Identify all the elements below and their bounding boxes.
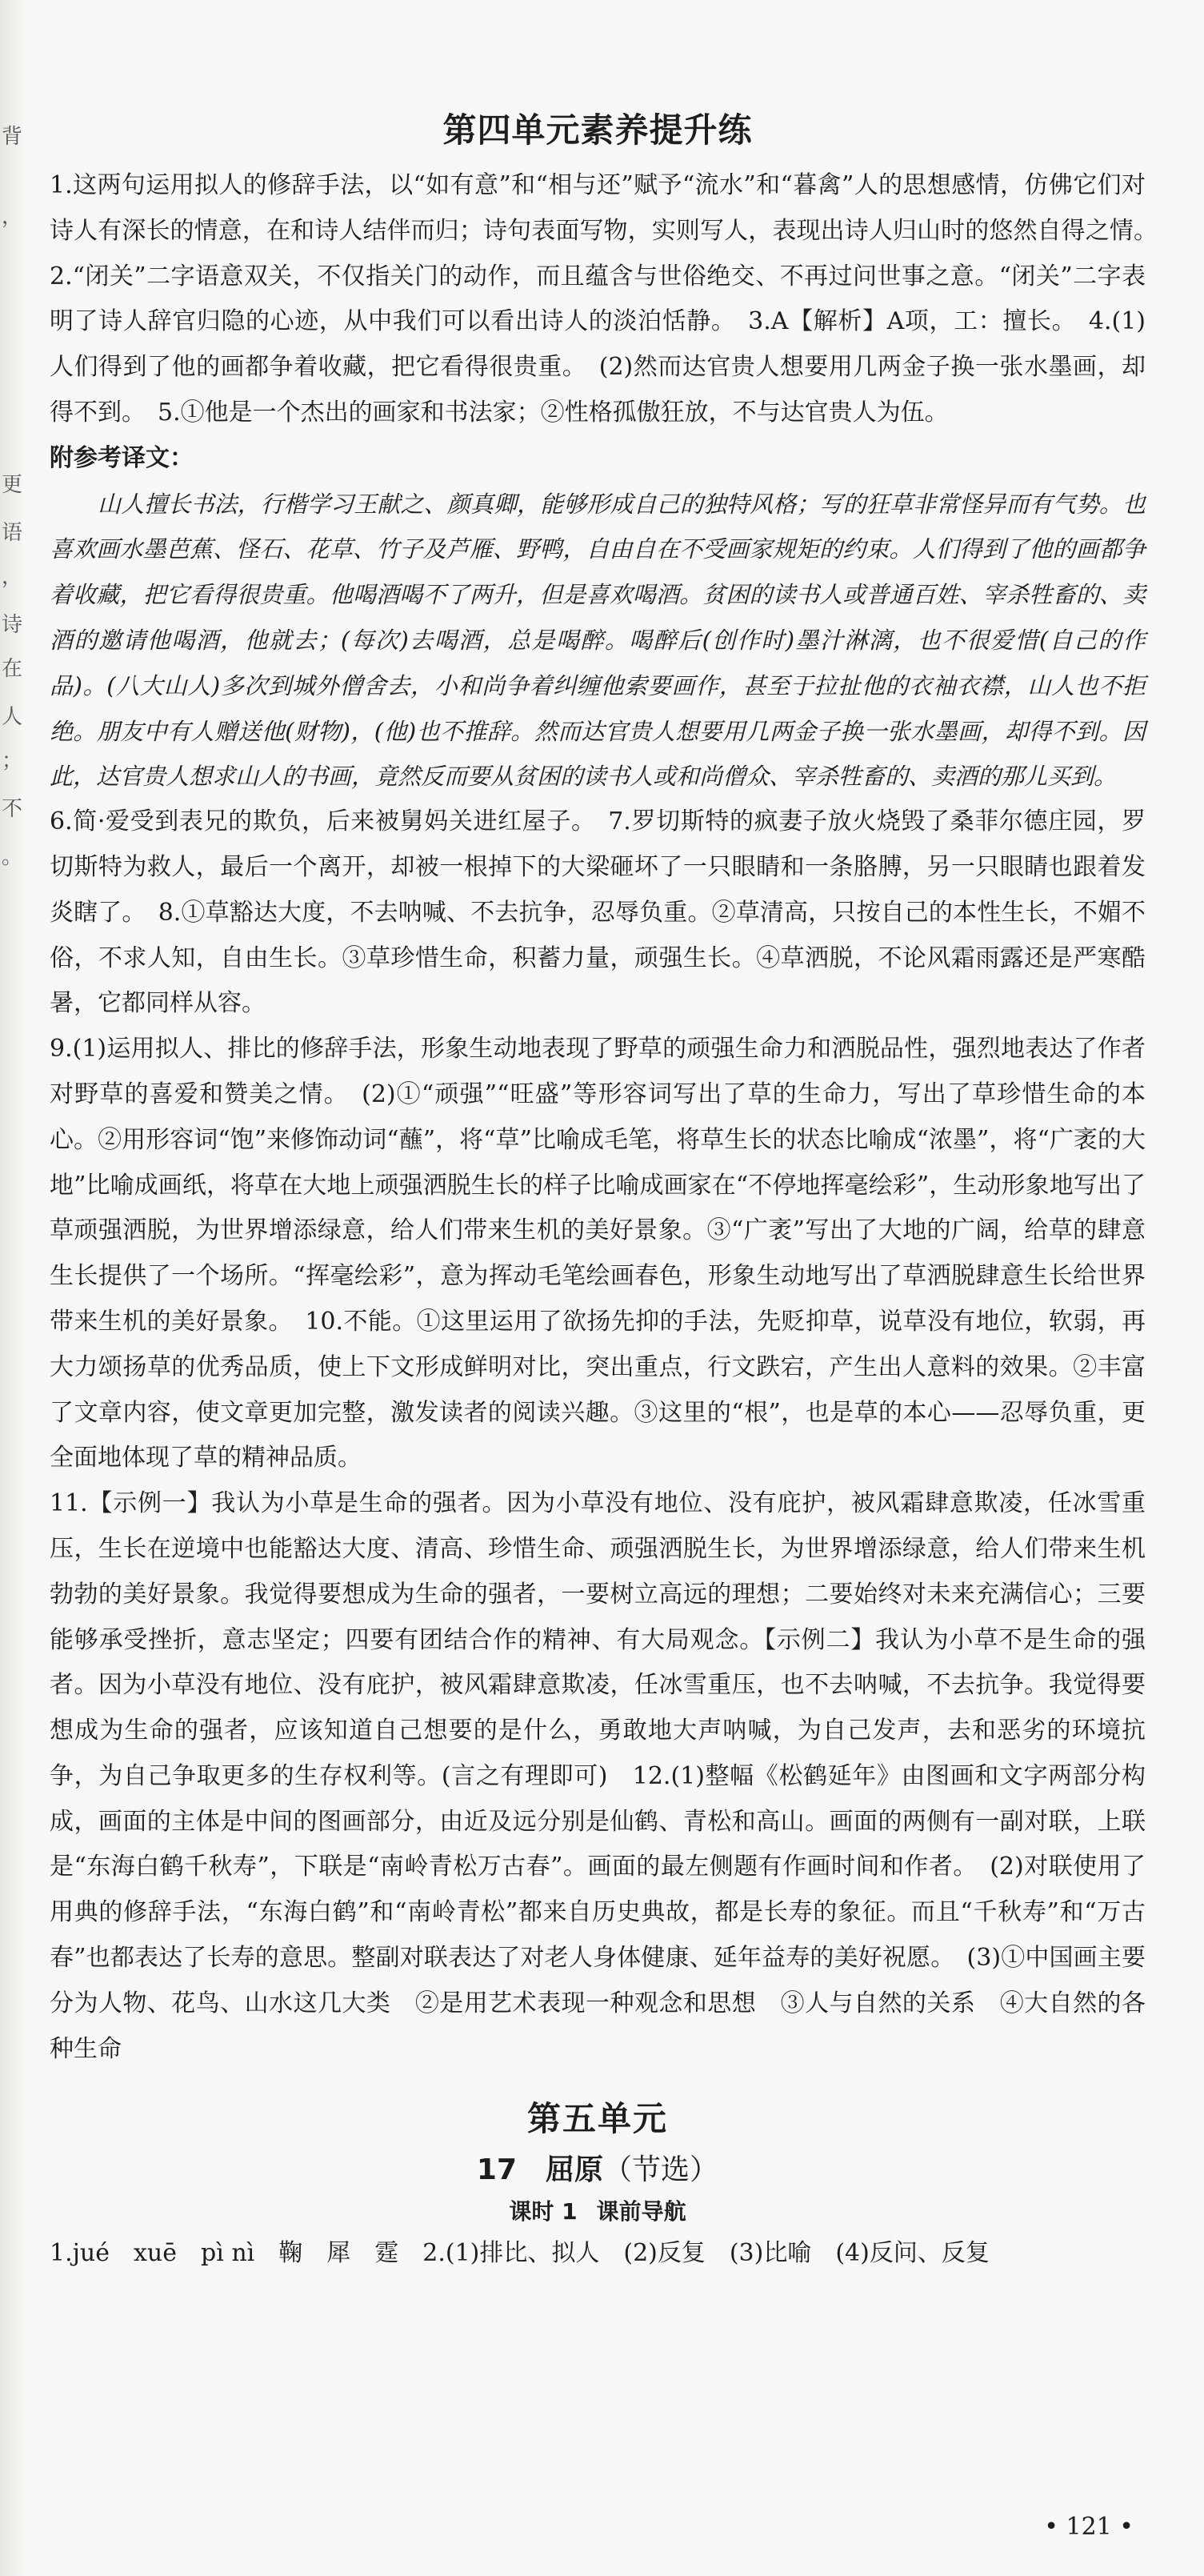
edge-glyph: 语 [2,521,23,545]
unit5-answers: 1.jué xuē pì nì 鞠 犀 霆 2.(1)排比、拟人 (2)反复 (3)比喻 (4)反问、反复 [50,2239,990,2268]
lesson-title [50,2147,1146,2188]
session-label: 课时 1 [509,2198,578,2225]
answers-9-10: 9.(1)运用拟人、排比的修辞手法，形象生动地表现了野草的顽强生命力和洒脱品性，强烈地表达了作者对野草的喜爱和赞美之情。 (2)①“顽强”“旺盛”等形容词写出了草的生命力，写出了草珍惜生命的本心。②用形容词“饱”来修饰动词“蘸”，将“草”比喻成毛笔，将草生长的状态比喻成“浓墨”，将“广袤的大地”比喻成画纸，将草在大地上顽强洒脱生长的样子比喻成画家在“不停地挥毫绘彩”，生动形象地写出了草顽强洒脱，为世界增添绿意，给人们带来生机的美好景象。③“广袤”写出了大地的广阔，给草的肆意生长提供了一个场所。“挥毫绘彩”，意为挥动毛笔绘画春色，形象生动地写出了草洒脱肆意生长给世界带来生机的美好景象。 10.不能。①这里运用了欲扬先抑的手法，先贬抑草，说草没有地位，软弱，再大力颂扬草的优秀品质，使上下文形成鲜明对比，突出重点，行文跌宕，产生出人意料的效果。②丰富了文章内容，使文章更加完整，激发读者的阅读兴趣。③这里的“根”，也是草的本心——忍辱负重，更全面地体现了草的精神品质。 [50,1035,1146,1472]
edge-glyph: ； [2,749,23,773]
answer-page [50,96,1170,2276]
edge-glyph: 诗 [2,613,23,637]
lesson-number: 17 [476,2153,518,2187]
edge-glyph: 。 [2,845,23,869]
edge-glyph: 更 [2,473,23,497]
unit4-title: 第四单元素养提升练 [442,110,753,150]
edge-glyph: 人 [2,705,23,729]
binding-edge [0,0,24,2576]
edge-glyph: 在 [2,657,23,681]
lesson-note: （节选） [603,2153,719,2187]
reference-translation: 山人擅长书法，行楷学习王献之、颜真卿，能够形成自己的独特风格；写的狂草非常怪异而有气势。也喜欢画水墨芭蕉、怪石、花草、竹子及芦雁、野鸭，自由自在不受画家规矩的约束。人们得到了他的画都争着收藏，把它看得很贵重。他喝酒喝不了两升，但是喜欢喝酒。贫困的读书人或普通百姓、宰杀牲畜的、卖酒的邀请他喝酒，他就去；(每次)去喝酒，总是喝醉。喝醉后(创作时)墨汁淋漓，也不很爱惜(自己的作品)。(八大山人)多次到城外僧舍去，小和尚争着纠缠他索要画作，甚至于拉扯他的衣袖衣襟，山人也不拒绝。朋友中有人赠送他(财物)，(他)也不推辞。然而达官贵人想要用几两金子换一张水墨画，却得不到。因此，达官贵人想求山人的书画，竟然反而要从贫困的读书人或和尚僧众、宰杀牲畜的、卖酒的那儿买到。 [50,490,1146,791]
edge-glyph: ， [2,205,23,229]
reference-translation-heading: 附参考译文： [50,443,194,472]
unit5-title: 第五单元 [526,2099,668,2139]
page-number: • 121 • [1044,2513,1134,2541]
lesson-name: 屈原 [546,2153,604,2187]
answers-6-8: 6.简·爱受到表兄的欺负，后来被舅妈关进红屋子。 7.罗切斯特的疯妻子放火烧毁了桑菲尔德庄园，罗切斯特为救人，最后一个离开，却被一根掉下的大梁砸坏了一只眼睛和一条胳膊，另一只眼睛也跟着发炎瞎了。 8.①草豁达大度，不去呐喊、不去抗争，忍辱负重。②草清高，只按自己的本性生长，不媚不俗，不求人知，自由生长。③草珍惜生命，积蓄力量，顽强生长。④草洒脱，不论风霜雨露还是严寒酷暑，它都同样从容。 [50,807,1146,1018]
edge-glyph: ， [2,565,23,589]
edge-glyph: 背 [2,125,23,149]
session-name: 课前导航 [596,2198,686,2225]
session-heading [50,2194,1146,2226]
edge-glyph: 不 [2,797,23,821]
answers-11-12: 11.【示例一】我认为小草是生命的强者。因为小草没有地位、没有庇护，被风霜肆意欺凌，任冰雪重压，生长在逆境中也能豁达大度、清高、珍惜生命、顽强洒脱生长，为世界增添绿意，给人们带来生机勃勃的美好景象。我觉得要想成为生命的强者，一要树立高远的理想；二要始终对未来充满信心；三要能够承受挫折，意志坚定；四要有团结合作的精神、有大局观念。【示例二】我认为小草不是生命的强者。因为小草没有地位、没有庇护，被风霜肆意欺凌，任冰雪重压，也不去呐喊，不去抗争。我觉得要想成为生命的强者，应该知道自己想要的是什么，勇敢地大声呐喊，为自己发声，去和恶劣的环境抗争，为自己争取更多的生存权利等。(言之有理即可) 12.(1)整幅《松鹤延年》由图画和文字两部分构成，画面的主体是中间的图画部分，由近及远分别是仙鹤、青松和高山。画面的两侧有一副对联，上联是“东海白鹤千秋寿”，下联是“南岭青松万古春”。画面的最左侧题有作画时间和作者。 (2)对联使用了用典的修辞手法，“东海白鹤”和“南岭青松”都来自历史典故，都是长寿的象征。而且“千秋寿”和“万古春”也都表达了长寿的意思。整副对联表达了对老人身体健康、延年益寿的美好祝愿。 (3)①中国画主要分为人物、花鸟、山水这几大类 ②是用艺术表现一种观念和思想 ③人与自然的关系 ④大自然的各种生命 [50,1489,1146,2063]
answers-1-5: 1.这两句运用拟人的修辞手法，以“如有意”和“相与还”赋予“流水”和“暮禽”人的思想感情，仿佛它们对诗人有深长的情意，在和诗人结伴而归；诗句表面写物，实则写人，表现出诗人归山时的悠然自得之情。 2.“闭关”二字语意双关，不仅指关门的动作，而且蕴含与世俗绝交、不再过问世事之意。“闭关”二字表明了诗人辞官归隐的心迹，从中我们可以看出诗人的淡泊恬静。 3.A【解析】A项，工：擅长。 4.(1)人们得到了他的画都争着收藏，把它看得很贵重。 (2)然而达官贵人想要用几两金子换一张水墨画，却得不到。 5.①他是一个杰出的画家和书法家；②性格孤傲狂放，不与达官贵人为伍。 [50,171,1170,427]
